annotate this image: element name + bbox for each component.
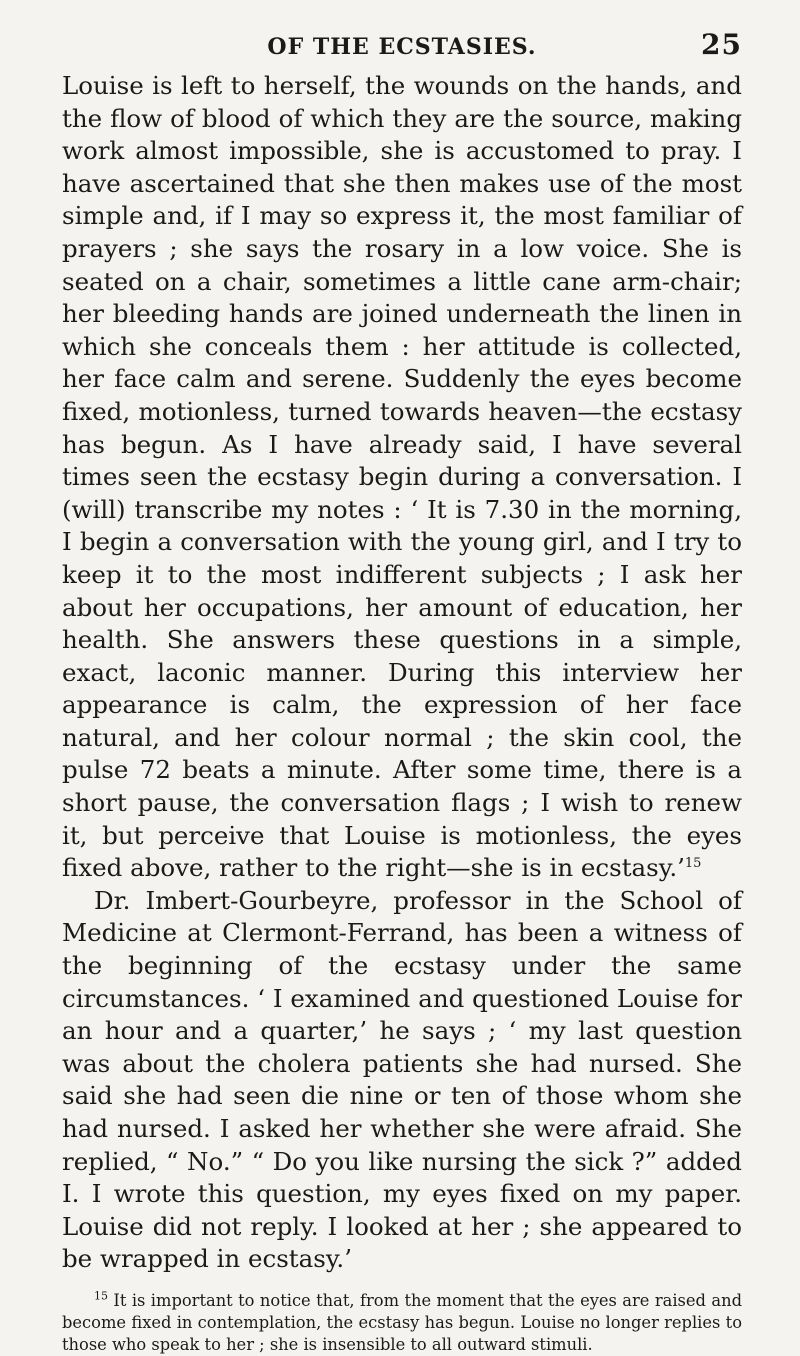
footnote (62, 1290, 742, 1356)
running-head (62, 28, 742, 70)
paragraph-1 (62, 70, 742, 885)
paragraph-1-text: Louise is left to herself, the wounds on the hands, and the flow of blood of which they are the source, making work almost impossible, she is accustomed to pray. I have ascertained that she then makes use of the most simple and, if I may so express it, the most familiar of prayers ; she says the rosary in a low voice. She is seated on a chair, sometimes a little cane arm-chair; her bleeding hands are joined underneath the linen in which she conceals them : her attitude is collected, her face calm and serene. Suddenly the eyes become fixed, motionless, turned towards heaven—the ecstasy has begun. As I have already said, I have several times seen the ecstasy begin during a conversation. I (will) transcribe my notes : ‘ It is 7.30 in the morning, I begin a conversation with the young girl, and I try to keep it to the most indifferent subjects ; I ask her about her occupations, her amount of education, her health. She answers these questions in a simple, exact, laconic manner. During this interview her appearance is calm, the expression of her face natural, and her colour normal ; the skin cool, the pulse 72 beats a minute. After some time, there is a short pause, the conversation flags ; I wish to renew it, but perceive that Louise is motionless, the eyes fixed above, rather to the right—she is in ecstasy.’ (62, 71, 742, 883)
footnote-ref: 15 (684, 856, 702, 872)
running-title: OF THE ECSTASIES. (267, 34, 537, 60)
body-text (62, 70, 742, 1276)
book-page (62, 28, 742, 1356)
footnote-text: It is important to notice that, from the moment that the eyes are raised and become fixed in contemplation, the ecstasy has begun. Louise no longer replies to those who speak to her ; she is insensible to all outward stimuli. (62, 1290, 742, 1354)
footnote-number: 15 (94, 1289, 108, 1303)
page-number: 25 (701, 28, 742, 61)
paragraph-2-text: Dr. Imbert-Gourbeyre, professor in the School of Medicine at Clermont-Ferrand, has been a witness of the beginning of the ecstasy under the same circumstances. ‘ I examined and questioned Louise for an hour and a quarter,’ he says ; ‘ my last question was about the cholera patients she had nursed. She said she had seen die nine or ten of those whom she had nursed. I asked her whether she were afraid. She replied, “ No.” “ Do you like nursing the sick ?” added I. I wrote this question, my eyes fixed on my paper. Louise did not reply. I looked at her ; she appeared to be wrapped in ecstasy.’ (62, 885, 742, 1274)
paragraph-2 (62, 885, 742, 1276)
